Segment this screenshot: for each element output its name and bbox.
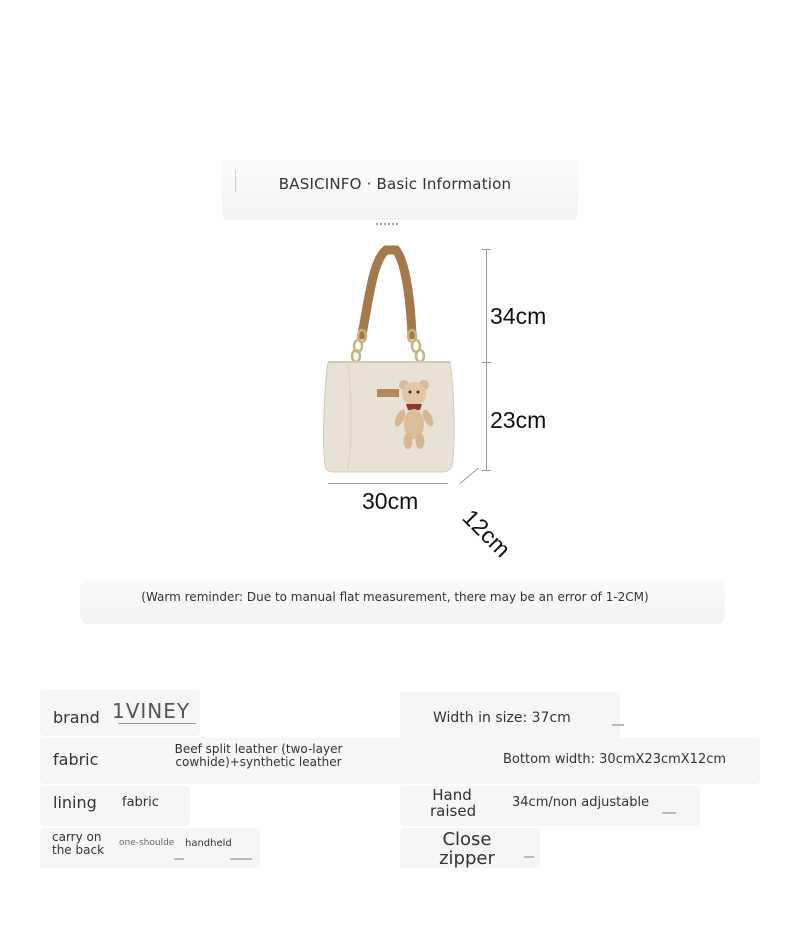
brand-underline [118,723,196,724]
dash-decoration [174,858,184,860]
hand-label-line2: raised [430,802,477,820]
height-measure-line [486,249,487,471]
handbag-image [300,240,500,480]
measurement-reminder: (Warm reminder: Due to manual flat measurement, there may be an error of 1-2CM) [141,590,649,604]
header-dots-decoration [376,210,416,216]
spec-value-width: Width in size: 37cm [433,710,571,726]
dash-decoration [524,856,534,858]
spec-value-fabric [171,743,346,769]
spec-label-hand [430,786,477,820]
height-measure-bottom-cap [482,470,491,471]
carry-label-line2: the back [52,843,105,857]
spec-label-lining: lining [53,793,97,812]
hand-label-line1: Hand [432,786,472,804]
dash-decoration [612,724,624,726]
section-title: BASICINFO · Basic Information [278,175,512,193]
height-measure-mid-cap [482,362,491,363]
close-label-line1: Close [442,829,492,850]
spec-label-carry [52,831,104,857]
spec-carry-option-handheld: handheld [185,838,232,849]
dimension-depth: 12cm [457,504,516,563]
spec-carry-option-shoulder: one-shoulde [119,838,175,848]
spec-label-close [437,830,497,868]
fabric-value-line1: Beef split leather (two-layer [174,742,343,756]
spec-value-hand: 34cm/non adjustable [512,795,650,810]
spec-label-fabric: fabric [53,750,99,769]
width-measure-line [328,483,448,484]
dash-decoration [662,812,676,814]
spec-value-brand: 1VINEY [112,699,191,723]
dimension-height-total: 34cm [490,303,547,329]
dimension-height-body: 23cm [490,407,547,433]
dash-decoration [230,858,252,860]
dimension-width: 30cm [362,488,419,514]
height-measure-top-cap [482,249,491,250]
spec-label-brand: brand [53,708,100,727]
fabric-value-line2: cowhide)+synthetic leather [175,755,342,769]
carry-label-line1: carry on [52,830,102,844]
close-label-line2: zipper [439,848,495,869]
spec-value-lining: fabric [122,795,159,810]
spec-value-bottom: Bottom width: 30cmX23cmX12cm [503,752,727,767]
